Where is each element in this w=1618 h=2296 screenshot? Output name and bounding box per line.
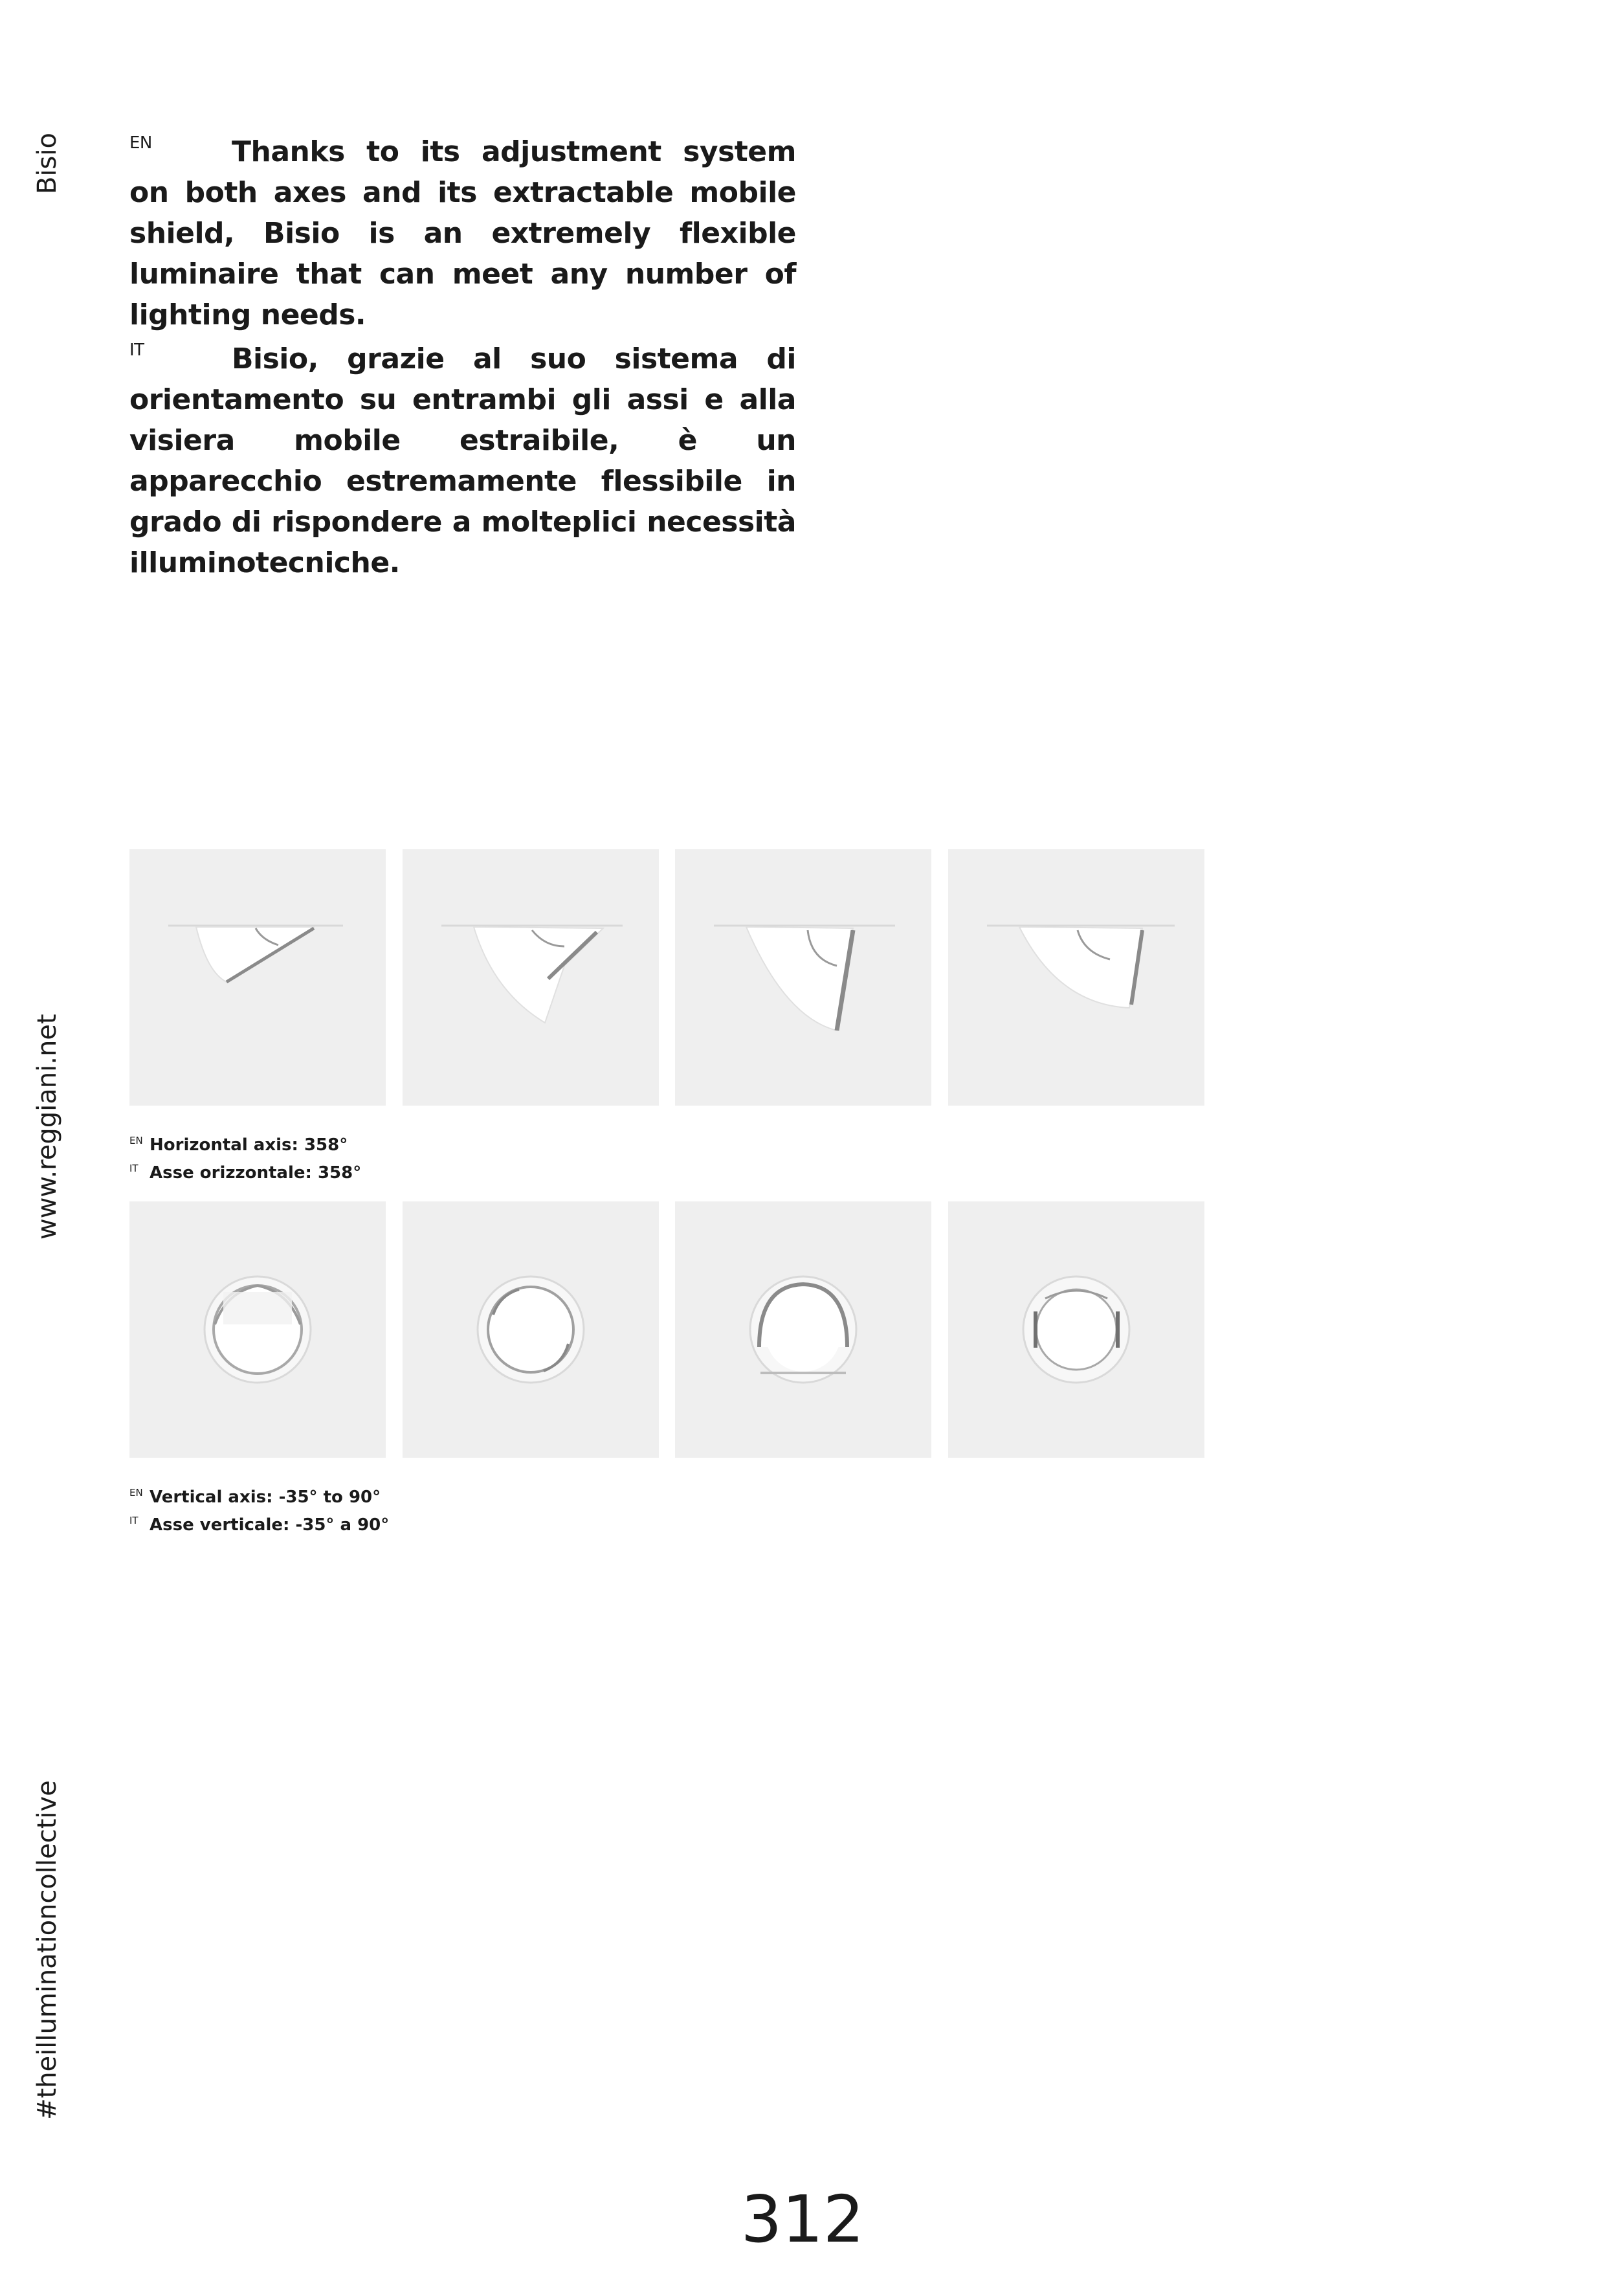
vertical-axis-it	[129, 1509, 389, 1537]
vertical-axis-it-label: Asse verticale: -35° a 90°	[150, 1515, 390, 1535]
vertical-axis-caption	[129, 1481, 389, 1537]
front-view-image-2	[403, 1201, 659, 1458]
horizontal-axis-caption	[129, 1129, 361, 1185]
front-view-image-3	[675, 1201, 931, 1458]
side-view-image-3	[675, 849, 931, 1106]
caption-lang-it-2: IT	[129, 1515, 139, 1526]
horizontal-axis-it-label: Asse orizzontale: 358°	[150, 1163, 362, 1183]
horizontal-axis-it	[129, 1157, 361, 1185]
intro-it-text: Bisio, grazie al suo sistema di orientamento su entrambi gli assi e alla visiera mobile estraibile, è un apparecchio estremamente flessibile in grado di rispondere a molteplici necessità illuminotecniche.	[129, 342, 796, 579]
side-view-image-4	[948, 849, 1204, 1106]
caption-lang-en: EN	[129, 1135, 143, 1146]
section-title: Bisio	[32, 133, 62, 194]
page-number: 312	[740, 2181, 865, 2257]
intro-en	[129, 123, 796, 335]
lang-tag-en: EN	[129, 133, 152, 153]
side-view-image-2	[403, 849, 659, 1106]
hashtag: #theilluminationcollective	[32, 1780, 62, 2120]
intro-it	[129, 330, 796, 583]
caption-lang-it: IT	[129, 1163, 139, 1174]
intro-en-text: Thanks to its adjustment system on both axes and its extractable mobile shield, Bisio is an extremely flexible luminaire that can meet any number of lighting needs.	[129, 135, 796, 331]
horizontal-axis-en	[129, 1129, 361, 1157]
website-link[interactable]: www.reggiani.net	[32, 1014, 62, 1240]
side-view-image-1	[129, 849, 386, 1106]
vertical-axis-en	[129, 1481, 389, 1509]
lang-tag-it: IT	[129, 340, 144, 360]
vertical-axis-en-label: Vertical axis: -35° to 90°	[150, 1488, 381, 1507]
front-view-image-4	[948, 1201, 1204, 1458]
caption-lang-en-2: EN	[129, 1487, 143, 1499]
front-view-image-1	[129, 1201, 386, 1458]
horizontal-axis-en-label: Horizontal axis: 358°	[150, 1135, 348, 1155]
